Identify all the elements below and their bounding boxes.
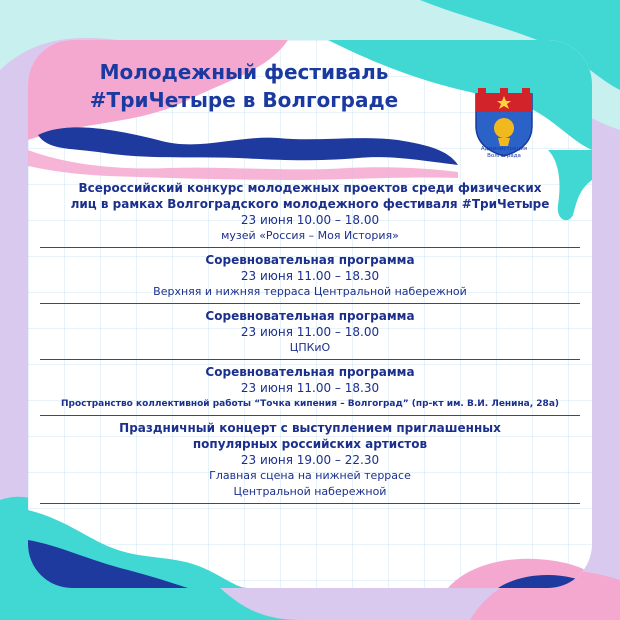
event-item bbox=[40, 362, 580, 416]
event-place: ЦПКиО bbox=[289, 341, 331, 354]
event-heading: Соревновательная программа bbox=[205, 365, 415, 379]
event-heading: Праздничный концерт с выступлением приглашенных популярных российских артистов bbox=[119, 421, 501, 451]
event-time: 23 июня 11.00 – 18.30 bbox=[240, 269, 380, 283]
event-item bbox=[40, 306, 580, 360]
logo-caption: Администрация Волгограда bbox=[480, 146, 528, 159]
event-place: музей «Россия – Моя История» bbox=[221, 229, 399, 242]
events-list bbox=[40, 178, 580, 506]
event-time: 23 июня 11.00 – 18.00 bbox=[240, 325, 380, 339]
event-place: Главная сцена на нижней террасе Центральной набережной bbox=[209, 469, 411, 498]
event-heading: Соревновательная программа bbox=[205, 309, 415, 323]
event-item bbox=[40, 418, 580, 504]
event-time: 23 июня 10.00 – 18.00 bbox=[240, 213, 380, 227]
event-place: Верхняя и нижняя терраса Центральной набережной bbox=[153, 285, 467, 298]
event-place: Пространство коллективной работы “Точка кипения – Волгоград” (пр-кт им. В.И. Ленина, 28а) bbox=[60, 399, 560, 409]
event-time: 23 июня 19.00 – 22.30 bbox=[240, 453, 380, 467]
event-heading: Соревновательная программа bbox=[205, 253, 415, 267]
event-heading: Всероссийский конкурс молодежных проектов среди физических лиц в рамках Волгоградского молодежного фестиваля #ТриЧетыре bbox=[70, 181, 550, 211]
page-title: Молодежный фестиваль #ТриЧетыре в Волгограде bbox=[89, 60, 399, 112]
event-time: 23 июня 11.00 – 18.30 bbox=[240, 381, 380, 395]
event-item bbox=[40, 250, 580, 304]
event-item bbox=[40, 178, 580, 248]
